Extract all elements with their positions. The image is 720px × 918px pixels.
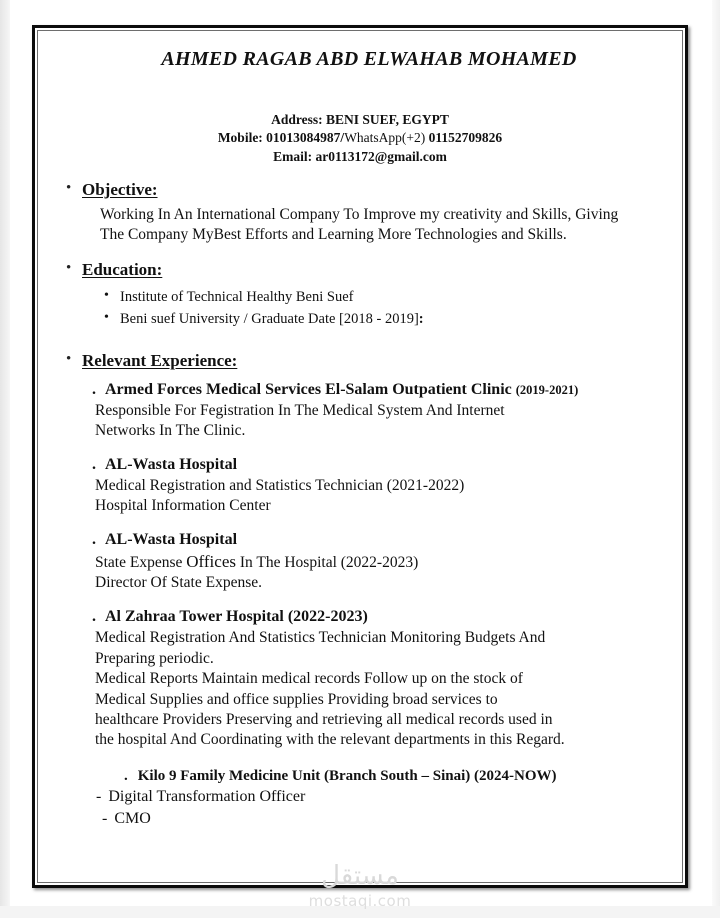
resume-page: [32, 25, 688, 888]
experience-item-current: [92, 767, 660, 830]
experience-employer-row: [92, 455, 660, 476]
current-role-title: Kilo 9 Family Medicine Unit (Branch South – Sinai) (2024-NOW): [137, 767, 557, 784]
experience-detail-line: Medical Supplies and office supplies Providing broad services to: [95, 690, 498, 708]
dot-icon: .: [92, 608, 96, 626]
experience-item: [92, 530, 660, 593]
contact-whatsapp-label: WhatsApp(+2): [344, 130, 426, 146]
experience-detail-line: Preparing periodic.: [95, 649, 214, 667]
experience-employer: AL-Wasta Hospital: [105, 531, 238, 549]
contact-mobile-secondary: 01152709826: [425, 130, 503, 146]
education-heading: Education:: [82, 260, 163, 280]
current-role-duty: [102, 808, 660, 830]
experience-detail-line: Hospital Information Center: [95, 497, 271, 515]
sub-bullet-icon: •: [104, 287, 109, 303]
current-role-duty: [96, 786, 660, 808]
experience-detail-line: Director Of State Expense.: [95, 574, 262, 592]
experience-detail-line: Medical Registration And Statistics Technician Monitoring Budgets And: [95, 629, 546, 647]
education-item-tail: :: [418, 311, 424, 328]
experience-employer: Armed Forces Medical Services El-Salam Outpatient Clinic: [105, 381, 512, 399]
experience-employer-row: [92, 530, 660, 551]
experience-detail-line: Responsible For Fegistration In The Medical System And Internet: [95, 401, 505, 419]
current-role-duty-text: CMO: [114, 810, 151, 828]
experience-employer-row: [92, 607, 660, 628]
experience-employer: AL-Wasta Hospital: [105, 456, 238, 474]
candidate-name-title: AHMED RAGAB ABD ELWAHAB MOHAMED: [161, 48, 577, 70]
contact-mobile-primary: Mobile: 01013084987/: [217, 130, 345, 146]
section-education: [60, 260, 660, 330]
experience-item: [92, 380, 660, 441]
experience-detail-line: healthcare Providers Preserving and retrieving all medical records used in: [95, 711, 553, 729]
dash-icon: -: [102, 810, 108, 828]
bullet-icon: •: [66, 350, 72, 367]
education-list: [104, 286, 660, 331]
list-item: [104, 308, 660, 330]
resume-content: [38, 31, 682, 882]
bullet-icon: •: [66, 180, 72, 197]
watermark-arabic-text: مستقل: [321, 861, 399, 891]
experience-detail-line: Medical Reports Maintain medical records Follow up on the stock of: [95, 670, 523, 688]
objective-heading: Objective:: [82, 180, 158, 200]
experience-item: [92, 455, 660, 516]
watermark-latin-text: mostaqi.com: [308, 892, 412, 910]
page-bottom-gutter: [0, 906, 720, 918]
contact-mobile: [60, 129, 660, 147]
experience-employer: Al Zahraa Tower Hospital: [105, 608, 288, 626]
contact-email: Email: ar0113172@gmail.com: [273, 148, 447, 164]
objective-line-2: The Company MyBest Efforts and Learning More Technologies and Skills.: [100, 226, 567, 244]
contact-address: Address: BENI SUEF, EGYPT: [271, 112, 449, 127]
sub-bullet-icon: •: [104, 310, 109, 326]
education-item-text: Beni suef University / Graduate Date [2018 - 2019]: [120, 311, 419, 328]
current-role-duty-text: Digital Transformation Officer: [108, 788, 306, 806]
experience-date: (2019-2021): [515, 383, 579, 398]
education-heading-row: [60, 260, 660, 280]
dash-icon: -: [96, 788, 102, 806]
list-item: [104, 286, 660, 308]
experience-detail-line: [92, 551, 660, 573]
experience-employer-row: [92, 380, 660, 401]
experience-detail-line: the hospital And Coordinating with the relevant departments in this Regard.: [95, 731, 565, 749]
experience-detail-emphasis: Offices: [186, 552, 236, 572]
experience-detail-pre: State Expense: [95, 554, 187, 572]
experience-heading: Relevant Experience:: [82, 350, 238, 370]
contact-block: [60, 111, 660, 166]
resume-page-inner-border: [37, 30, 683, 883]
experience-list: [92, 380, 660, 829]
objective-heading-row: [60, 180, 660, 200]
education-item-text: Institute of Technical Healthy Beni Suef: [120, 288, 354, 305]
page-right-gutter: [712, 0, 720, 918]
dot-icon: .: [92, 456, 96, 474]
experience-detail-line: Medical Registration and Statistics Technician (2021-2022): [95, 477, 465, 495]
experience-detail-post: In The Hospital (2022-2023): [236, 554, 419, 572]
section-objective: [60, 180, 660, 246]
section-experience: [60, 351, 660, 830]
experience-item: [92, 607, 660, 751]
page-left-gutter: [0, 0, 10, 918]
dot-icon: .: [124, 767, 128, 784]
dot-icon: .: [92, 531, 96, 549]
experience-detail-line: Networks In The Clinic.: [95, 422, 246, 440]
dot-icon: .: [92, 381, 96, 399]
bullet-icon: •: [66, 260, 72, 277]
current-role-title-row: [124, 767, 660, 787]
objective-body: [100, 205, 660, 247]
experience-heading-row: [60, 351, 660, 371]
experience-date: (2022-2023): [287, 608, 368, 626]
objective-line-1: Working In An International Company To Improve my creativity and Skills, Giving: [100, 205, 619, 223]
